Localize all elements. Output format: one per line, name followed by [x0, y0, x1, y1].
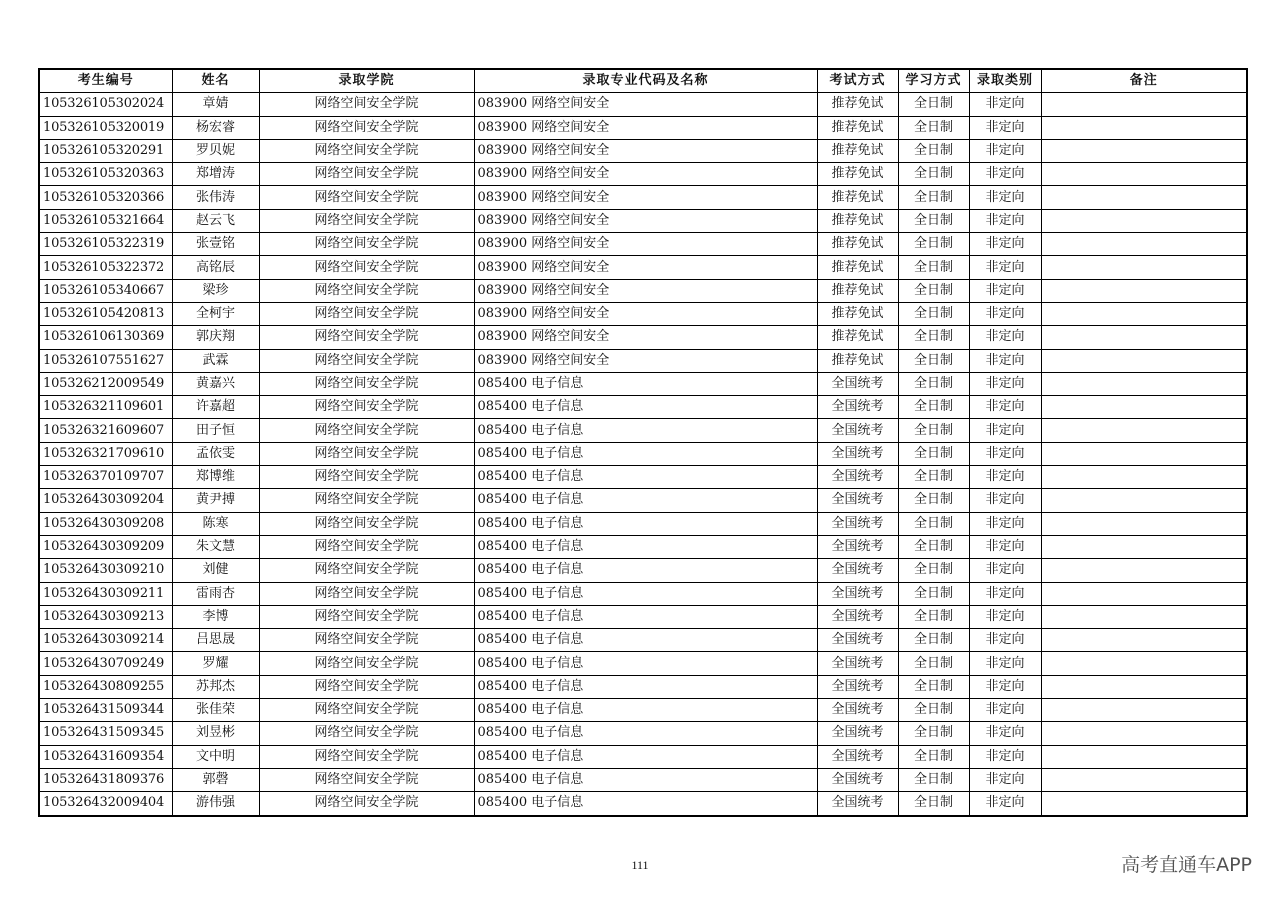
cell-id: 105326430309204 — [39, 489, 172, 512]
cell-exam: 全国统考 — [817, 559, 898, 582]
cell-name: 陈寒 — [172, 512, 259, 535]
cell-name: 张壹铭 — [172, 233, 259, 256]
table-row — [39, 675, 1247, 698]
cell-major: 085400 电子信息 — [474, 419, 817, 442]
cell-college: 网络空间安全学院 — [259, 349, 474, 372]
cell-category: 非定向 — [969, 163, 1041, 186]
table-row — [39, 535, 1247, 558]
cell-note — [1041, 768, 1247, 791]
cell-id: 105326105320291 — [39, 139, 172, 162]
cell-exam: 全国统考 — [817, 605, 898, 628]
cell-college: 网络空间安全学院 — [259, 116, 474, 139]
cell-name: 章婧 — [172, 93, 259, 116]
cell-exam: 推荐免试 — [817, 93, 898, 116]
cell-id: 105326432009404 — [39, 792, 172, 816]
cell-name: 赵云飞 — [172, 209, 259, 232]
cell-study: 全日制 — [898, 466, 969, 489]
cell-category: 非定向 — [969, 209, 1041, 232]
cell-college: 网络空间安全学院 — [259, 396, 474, 419]
cell-exam: 全国统考 — [817, 396, 898, 419]
cell-id: 105326105320366 — [39, 186, 172, 209]
cell-id: 105326430309211 — [39, 582, 172, 605]
cell-note — [1041, 722, 1247, 745]
cell-exam: 推荐免试 — [817, 116, 898, 139]
cell-study: 全日制 — [898, 605, 969, 628]
cell-name: 梁珍 — [172, 279, 259, 302]
table-row — [39, 559, 1247, 582]
cell-category: 非定向 — [969, 419, 1041, 442]
cell-note — [1041, 116, 1247, 139]
cell-college: 网络空间安全学院 — [259, 186, 474, 209]
cell-college: 网络空间安全学院 — [259, 629, 474, 652]
cell-major: 083900 网络空间安全 — [474, 93, 817, 116]
cell-study: 全日制 — [898, 652, 969, 675]
cell-study: 全日制 — [898, 535, 969, 558]
cell-exam: 推荐免试 — [817, 256, 898, 279]
cell-study: 全日制 — [898, 419, 969, 442]
cell-exam: 全国统考 — [817, 489, 898, 512]
cell-study: 全日制 — [898, 792, 969, 816]
cell-name: 许嘉超 — [172, 396, 259, 419]
cell-major: 085400 电子信息 — [474, 396, 817, 419]
cell-note — [1041, 186, 1247, 209]
cell-name: 黄嘉兴 — [172, 372, 259, 395]
cell-note — [1041, 605, 1247, 628]
cell-name: 郭庆翔 — [172, 326, 259, 349]
cell-study: 全日制 — [898, 745, 969, 768]
cell-category: 非定向 — [969, 93, 1041, 116]
cell-exam: 全国统考 — [817, 535, 898, 558]
table-row — [39, 163, 1247, 186]
cell-category: 非定向 — [969, 559, 1041, 582]
table-row — [39, 512, 1247, 535]
cell-college: 网络空间安全学院 — [259, 582, 474, 605]
table-row — [39, 209, 1247, 232]
cell-major: 083900 网络空间安全 — [474, 116, 817, 139]
cell-name: 苏邦杰 — [172, 675, 259, 698]
header-note: 备注 — [1041, 69, 1247, 93]
cell-name: 张伟涛 — [172, 186, 259, 209]
cell-exam: 全国统考 — [817, 442, 898, 465]
table-row — [39, 116, 1247, 139]
cell-college: 网络空间安全学院 — [259, 302, 474, 325]
cell-category: 非定向 — [969, 652, 1041, 675]
cell-note — [1041, 256, 1247, 279]
watermark: 高考直通车APP — [1121, 854, 1252, 876]
cell-major: 085400 电子信息 — [474, 442, 817, 465]
cell-id: 105326212009549 — [39, 372, 172, 395]
cell-id: 105326431509345 — [39, 722, 172, 745]
cell-major: 083900 网络空间安全 — [474, 349, 817, 372]
cell-college: 网络空间安全学院 — [259, 675, 474, 698]
cell-category: 非定向 — [969, 186, 1041, 209]
cell-study: 全日制 — [898, 629, 969, 652]
cell-note — [1041, 582, 1247, 605]
cell-category: 非定向 — [969, 535, 1041, 558]
cell-college: 网络空间安全学院 — [259, 163, 474, 186]
cell-exam: 全国统考 — [817, 722, 898, 745]
cell-study: 全日制 — [898, 93, 969, 116]
cell-major: 085400 电子信息 — [474, 535, 817, 558]
cell-college: 网络空间安全学院 — [259, 535, 474, 558]
cell-category: 非定向 — [969, 605, 1041, 628]
cell-category: 非定向 — [969, 512, 1041, 535]
cell-study: 全日制 — [898, 442, 969, 465]
cell-name: 郑增涛 — [172, 163, 259, 186]
cell-exam: 全国统考 — [817, 675, 898, 698]
cell-name: 全柯宇 — [172, 302, 259, 325]
cell-exam: 全国统考 — [817, 768, 898, 791]
table-row — [39, 605, 1247, 628]
cell-id: 105326430309209 — [39, 535, 172, 558]
cell-college: 网络空间安全学院 — [259, 605, 474, 628]
cell-category: 非定向 — [969, 372, 1041, 395]
cell-category: 非定向 — [969, 582, 1041, 605]
cell-college: 网络空间安全学院 — [259, 512, 474, 535]
cell-category: 非定向 — [969, 699, 1041, 722]
table-row — [39, 489, 1247, 512]
cell-study: 全日制 — [898, 139, 969, 162]
table-row — [39, 256, 1247, 279]
cell-exam: 全国统考 — [817, 372, 898, 395]
cell-name: 李博 — [172, 605, 259, 628]
cell-name: 孟依雯 — [172, 442, 259, 465]
header-exam: 考试方式 — [817, 69, 898, 93]
header-major: 录取专业代码及名称 — [474, 69, 817, 93]
table-row — [39, 442, 1247, 465]
cell-major: 083900 网络空间安全 — [474, 233, 817, 256]
cell-study: 全日制 — [898, 582, 969, 605]
cell-name: 罗贝妮 — [172, 139, 259, 162]
table-row — [39, 93, 1247, 116]
cell-name: 张佳荣 — [172, 699, 259, 722]
cell-id: 105326105302024 — [39, 93, 172, 116]
cell-major: 085400 电子信息 — [474, 605, 817, 628]
table-row — [39, 768, 1247, 791]
cell-study: 全日制 — [898, 326, 969, 349]
cell-name: 罗耀 — [172, 652, 259, 675]
cell-college: 网络空间安全学院 — [259, 256, 474, 279]
cell-study: 全日制 — [898, 489, 969, 512]
cell-name: 高铭辰 — [172, 256, 259, 279]
cell-major: 083900 网络空间安全 — [474, 163, 817, 186]
admission-table — [38, 68, 1248, 817]
cell-college: 网络空间安全学院 — [259, 745, 474, 768]
cell-major: 085400 电子信息 — [474, 745, 817, 768]
cell-note — [1041, 535, 1247, 558]
table-row — [39, 745, 1247, 768]
cell-note — [1041, 349, 1247, 372]
cell-college: 网络空间安全学院 — [259, 489, 474, 512]
cell-study: 全日制 — [898, 372, 969, 395]
cell-study: 全日制 — [898, 116, 969, 139]
cell-note — [1041, 629, 1247, 652]
cell-name: 武霖 — [172, 349, 259, 372]
cell-major: 083900 网络空间安全 — [474, 186, 817, 209]
cell-name: 郭磬 — [172, 768, 259, 791]
cell-college: 网络空间安全学院 — [259, 279, 474, 302]
cell-college: 网络空间安全学院 — [259, 559, 474, 582]
cell-major: 085400 电子信息 — [474, 792, 817, 816]
cell-exam: 全国统考 — [817, 629, 898, 652]
cell-major: 083900 网络空间安全 — [474, 139, 817, 162]
cell-study: 全日制 — [898, 186, 969, 209]
cell-college: 网络空间安全学院 — [259, 768, 474, 791]
table-row — [39, 699, 1247, 722]
cell-id: 105326431509344 — [39, 699, 172, 722]
cell-exam: 全国统考 — [817, 466, 898, 489]
header-name: 姓名 — [172, 69, 259, 93]
table-row — [39, 396, 1247, 419]
cell-name: 游伟强 — [172, 792, 259, 816]
cell-id: 105326105321664 — [39, 209, 172, 232]
cell-college: 网络空间安全学院 — [259, 699, 474, 722]
cell-id: 105326430309210 — [39, 559, 172, 582]
cell-category: 非定向 — [969, 489, 1041, 512]
cell-study: 全日制 — [898, 349, 969, 372]
table-row — [39, 419, 1247, 442]
cell-note — [1041, 512, 1247, 535]
table-row — [39, 372, 1247, 395]
cell-study: 全日制 — [898, 233, 969, 256]
cell-note — [1041, 489, 1247, 512]
cell-college: 网络空间安全学院 — [259, 93, 474, 116]
cell-id: 105326430309214 — [39, 629, 172, 652]
cell-college: 网络空间安全学院 — [259, 209, 474, 232]
cell-id: 105326431809376 — [39, 768, 172, 791]
cell-major: 085400 电子信息 — [474, 675, 817, 698]
cell-major: 083900 网络空间安全 — [474, 256, 817, 279]
cell-exam: 全国统考 — [817, 652, 898, 675]
cell-category: 非定向 — [969, 279, 1041, 302]
cell-exam: 全国统考 — [817, 419, 898, 442]
cell-name: 刘昱彬 — [172, 722, 259, 745]
cell-id: 105326430309213 — [39, 605, 172, 628]
cell-id: 105326321109601 — [39, 396, 172, 419]
cell-major: 083900 网络空间安全 — [474, 279, 817, 302]
table-row — [39, 792, 1247, 816]
cell-exam: 全国统考 — [817, 699, 898, 722]
cell-id: 105326105320019 — [39, 116, 172, 139]
cell-exam: 推荐免试 — [817, 163, 898, 186]
cell-category: 非定向 — [969, 675, 1041, 698]
table-row — [39, 466, 1247, 489]
cell-note — [1041, 396, 1247, 419]
cell-major: 085400 电子信息 — [474, 466, 817, 489]
cell-study: 全日制 — [898, 768, 969, 791]
cell-category: 非定向 — [969, 792, 1041, 816]
table-body — [39, 93, 1247, 816]
cell-id: 105326105340667 — [39, 279, 172, 302]
cell-category: 非定向 — [969, 233, 1041, 256]
cell-id: 105326107551627 — [39, 349, 172, 372]
cell-category: 非定向 — [969, 396, 1041, 419]
cell-major: 085400 电子信息 — [474, 722, 817, 745]
cell-name: 杨宏睿 — [172, 116, 259, 139]
cell-major: 085400 电子信息 — [474, 652, 817, 675]
cell-college: 网络空间安全学院 — [259, 652, 474, 675]
cell-note — [1041, 302, 1247, 325]
cell-college: 网络空间安全学院 — [259, 139, 474, 162]
cell-name: 雷雨杏 — [172, 582, 259, 605]
cell-id: 105326321709610 — [39, 442, 172, 465]
table-row — [39, 233, 1247, 256]
cell-id: 105326105320363 — [39, 163, 172, 186]
header-category: 录取类别 — [969, 69, 1041, 93]
cell-id: 105326106130369 — [39, 326, 172, 349]
cell-exam: 推荐免试 — [817, 186, 898, 209]
table-row — [39, 722, 1247, 745]
cell-exam: 全国统考 — [817, 582, 898, 605]
cell-category: 非定向 — [969, 256, 1041, 279]
cell-study: 全日制 — [898, 256, 969, 279]
cell-study: 全日制 — [898, 559, 969, 582]
cell-note — [1041, 163, 1247, 186]
cell-category: 非定向 — [969, 116, 1041, 139]
cell-id: 105326430309208 — [39, 512, 172, 535]
cell-study: 全日制 — [898, 302, 969, 325]
cell-study: 全日制 — [898, 163, 969, 186]
table-header-row — [39, 69, 1247, 93]
cell-major: 085400 电子信息 — [474, 768, 817, 791]
header-id: 考生编号 — [39, 69, 172, 93]
cell-study: 全日制 — [898, 396, 969, 419]
cell-id: 105326105322319 — [39, 233, 172, 256]
cell-category: 非定向 — [969, 768, 1041, 791]
cell-note — [1041, 699, 1247, 722]
cell-category: 非定向 — [969, 442, 1041, 465]
table-row — [39, 279, 1247, 302]
cell-college: 网络空间安全学院 — [259, 466, 474, 489]
cell-category: 非定向 — [969, 326, 1041, 349]
cell-exam: 推荐免试 — [817, 349, 898, 372]
cell-note — [1041, 559, 1247, 582]
cell-name: 文中明 — [172, 745, 259, 768]
cell-id: 105326321609607 — [39, 419, 172, 442]
table-row — [39, 326, 1247, 349]
cell-major: 085400 电子信息 — [474, 629, 817, 652]
cell-name: 朱文慧 — [172, 535, 259, 558]
cell-note — [1041, 209, 1247, 232]
cell-note — [1041, 442, 1247, 465]
header-study: 学习方式 — [898, 69, 969, 93]
cell-college: 网络空间安全学院 — [259, 326, 474, 349]
cell-exam: 推荐免试 — [817, 233, 898, 256]
cell-college: 网络空间安全学院 — [259, 372, 474, 395]
cell-category: 非定向 — [969, 349, 1041, 372]
cell-note — [1041, 233, 1247, 256]
cell-study: 全日制 — [898, 209, 969, 232]
cell-major: 085400 电子信息 — [474, 582, 817, 605]
cell-name: 郑博维 — [172, 466, 259, 489]
cell-name: 吕思晟 — [172, 629, 259, 652]
cell-name: 刘健 — [172, 559, 259, 582]
cell-major: 083900 网络空间安全 — [474, 302, 817, 325]
cell-exam: 推荐免试 — [817, 209, 898, 232]
cell-id: 105326105322372 — [39, 256, 172, 279]
cell-note — [1041, 745, 1247, 768]
cell-exam: 推荐免试 — [817, 302, 898, 325]
cell-study: 全日制 — [898, 512, 969, 535]
cell-category: 非定向 — [969, 302, 1041, 325]
cell-name: 黄尹搏 — [172, 489, 259, 512]
cell-study: 全日制 — [898, 699, 969, 722]
cell-study: 全日制 — [898, 722, 969, 745]
cell-major: 083900 网络空间安全 — [474, 209, 817, 232]
cell-note — [1041, 652, 1247, 675]
cell-major: 085400 电子信息 — [474, 489, 817, 512]
table-row — [39, 139, 1247, 162]
cell-college: 网络空间安全学院 — [259, 233, 474, 256]
cell-id: 105326430809255 — [39, 675, 172, 698]
table-row — [39, 302, 1247, 325]
cell-note — [1041, 792, 1247, 816]
cell-id: 105326370109707 — [39, 466, 172, 489]
cell-exam: 全国统考 — [817, 792, 898, 816]
cell-note — [1041, 139, 1247, 162]
cell-note — [1041, 93, 1247, 116]
cell-exam: 推荐免试 — [817, 326, 898, 349]
cell-category: 非定向 — [969, 629, 1041, 652]
cell-major: 085400 电子信息 — [474, 699, 817, 722]
header-college: 录取学院 — [259, 69, 474, 93]
cell-note — [1041, 466, 1247, 489]
cell-category: 非定向 — [969, 722, 1041, 745]
cell-id: 105326105420813 — [39, 302, 172, 325]
cell-study: 全日制 — [898, 279, 969, 302]
cell-exam: 全国统考 — [817, 512, 898, 535]
cell-note — [1041, 419, 1247, 442]
cell-id: 105326430709249 — [39, 652, 172, 675]
cell-id: 105326431609354 — [39, 745, 172, 768]
cell-note — [1041, 675, 1247, 698]
cell-college: 网络空间安全学院 — [259, 792, 474, 816]
table-row — [39, 582, 1247, 605]
page-number: 111 — [631, 858, 649, 872]
cell-category: 非定向 — [969, 139, 1041, 162]
table-row — [39, 652, 1247, 675]
cell-major: 085400 电子信息 — [474, 559, 817, 582]
cell-name: 田子恒 — [172, 419, 259, 442]
cell-note — [1041, 279, 1247, 302]
cell-exam: 推荐免试 — [817, 279, 898, 302]
cell-category: 非定向 — [969, 466, 1041, 489]
cell-major: 083900 网络空间安全 — [474, 326, 817, 349]
cell-college: 网络空间安全学院 — [259, 722, 474, 745]
cell-exam: 推荐免试 — [817, 139, 898, 162]
table-row — [39, 349, 1247, 372]
cell-note — [1041, 372, 1247, 395]
cell-note — [1041, 326, 1247, 349]
cell-major: 085400 电子信息 — [474, 372, 817, 395]
cell-major: 085400 电子信息 — [474, 512, 817, 535]
cell-study: 全日制 — [898, 675, 969, 698]
cell-category: 非定向 — [969, 745, 1041, 768]
cell-exam: 全国统考 — [817, 745, 898, 768]
table-row — [39, 629, 1247, 652]
cell-college: 网络空间安全学院 — [259, 419, 474, 442]
table-row — [39, 186, 1247, 209]
cell-college: 网络空间安全学院 — [259, 442, 474, 465]
